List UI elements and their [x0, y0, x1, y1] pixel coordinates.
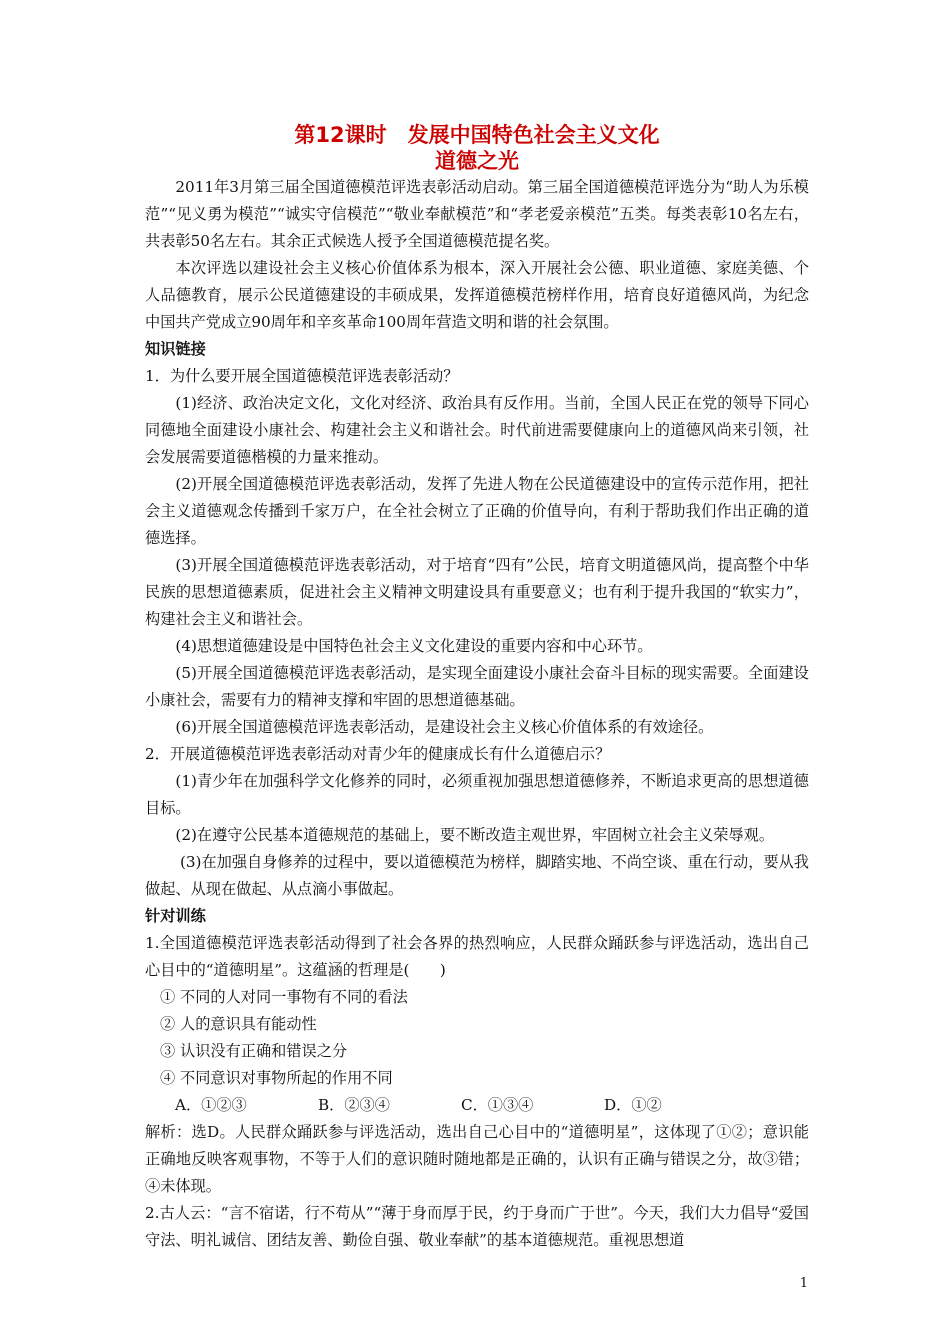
- answer-point: (1)经济、政治决定文化，文化对经济、政治具有反作用。当前，全国人民正在党的领导下同心同德地全面建设小康社会、构建社会主义和谐社会。时代前进需要健康向上的道德风尚来引领，社会发展需要道德楷模的力量来推动。: [145, 394, 809, 466]
- intro-paragraph: 2011年3月第三届全国道德模范评选表彰活动启动。第三届全国道德模范评选分为“助人为乐模范”“见义勇为模范”“诚实守信模范”“敬业奉献模范”和“孝老爱亲模范”五类。每类表彰10名左右，共表彰50名左右。其余正式候选人授予全国道德模范提名奖。: [145, 178, 809, 250]
- page-content: [145, 122, 809, 1254]
- answer-choices: [145, 1092, 809, 1119]
- answer-point: (5)开展全国道德模范评选表彰活动，是实现全面建设小康社会奋斗目标的现实需要。全面建设小康社会，需要有力的精神支撑和牢固的思想道德基础。: [145, 664, 809, 709]
- answer-point: (3)开展全国道德模范评选表彰活动，对于培育“四有”公民，培育文明道德风尚，提高整个中华民族的思想道德素质，促进社会主义精神文明建设具有重要意义；也有利于提升我国的“软实力”，构建社会主义和谐社会。: [145, 556, 809, 628]
- answer-point: (2)在遵守公民基本道德规范的基础上，要不断改造主观世界，牢固树立社会主义荣辱观。: [175, 826, 775, 844]
- answer-point: (1)青少年在加强科学文化修养的同时，必须重视加强思想道德修养，不断追求更高的思想道德目标。: [145, 772, 809, 817]
- choice-b: B．②③④: [318, 1096, 390, 1114]
- lesson-subtitle: 道德之光: [435, 149, 519, 173]
- exercise-option: ② 人的意识具有能动性: [160, 1015, 317, 1033]
- section-heading-knowledge: 知识链接: [145, 340, 206, 358]
- exercise-1-stem: 1.全国道德模范评选表彰活动得到了社会各界的热烈响应，人民群众踊跃参与评选活动，选出自己心目中的“道德明星”。这蕴涵的哲理是( ): [145, 934, 809, 979]
- answer-point: (2)开展全国道德模范评选表彰活动，发挥了先进人物在公民道德建设中的宣传示范作用，把社会主义道德观念传播到千家万户，在全社会树立了正确的价值导向，有利于帮助我们作出正确的道德选择。: [145, 475, 809, 547]
- exercise-option: ③ 认识没有正确和错误之分: [160, 1042, 348, 1060]
- intro-paragraph: 本次评选以建设社会主义核心价值体系为根本，深入开展社会公德、职业道德、家庭美德、个人品德教育，展示公民道德建设的丰硕成果，发挥道德模范榜样作用，培育良好道德风尚，为纪念中国共产党成立90周年和辛亥革命100周年营造文明和谐的社会氛围。: [145, 259, 809, 331]
- answer-point: (6)开展全国道德模范评选表彰活动，是建设社会主义核心价值体系的有效途径。: [175, 718, 714, 736]
- choice-d: D．①②: [604, 1096, 662, 1114]
- exercise-option: ① 不同的人对同一事物有不同的看法: [160, 988, 408, 1006]
- section-heading-training: 针对训练: [145, 907, 206, 925]
- page-number: 1: [799, 1276, 808, 1291]
- lesson-title: 第12课时 发展中国特色社会主义文化: [294, 123, 660, 147]
- exercise-1-analysis: 解析：选D。人民群众踊跃参与评选活动，选出自己心目中的“道德明星”，这体现了①②；意识能正确地反映客观事物，不等于人们的意识随时随地都是正确的，认识有正确与错误之分，故③错；④未体现。: [145, 1123, 809, 1195]
- exercise-option: ④ 不同意识对事物所起的作用不同: [160, 1069, 393, 1087]
- choice-c: C．①③④: [461, 1096, 534, 1114]
- question-2: 2．开展道德模范评选表彰活动对青少年的健康成长有什么道德启示？: [145, 745, 611, 763]
- choice-a: A．①②③: [175, 1096, 247, 1114]
- answer-point: (4)思想道德建设是中国特色社会主义文化建设的重要内容和中心环节。: [175, 637, 653, 655]
- question-1: 1．为什么要开展全国道德模范评选表彰活动？: [145, 367, 459, 385]
- answer-point: (3)在加强自身修养的过程中，要以道德模范为榜样，脚踏实地、不尚空谈、重在行动，要从我做起、从现在做起、从点滴小事做起。: [145, 853, 809, 898]
- exercise-2-stem: 2.古人云：“言不宿诺，行不苟从”“薄于身而厚于民，约于身而广于世”。今天，我们大力倡导“爱国守法、明礼诚信、团结友善、勤俭自强、敬业奉献”的基本道德规范。重视思想道: [145, 1204, 809, 1249]
